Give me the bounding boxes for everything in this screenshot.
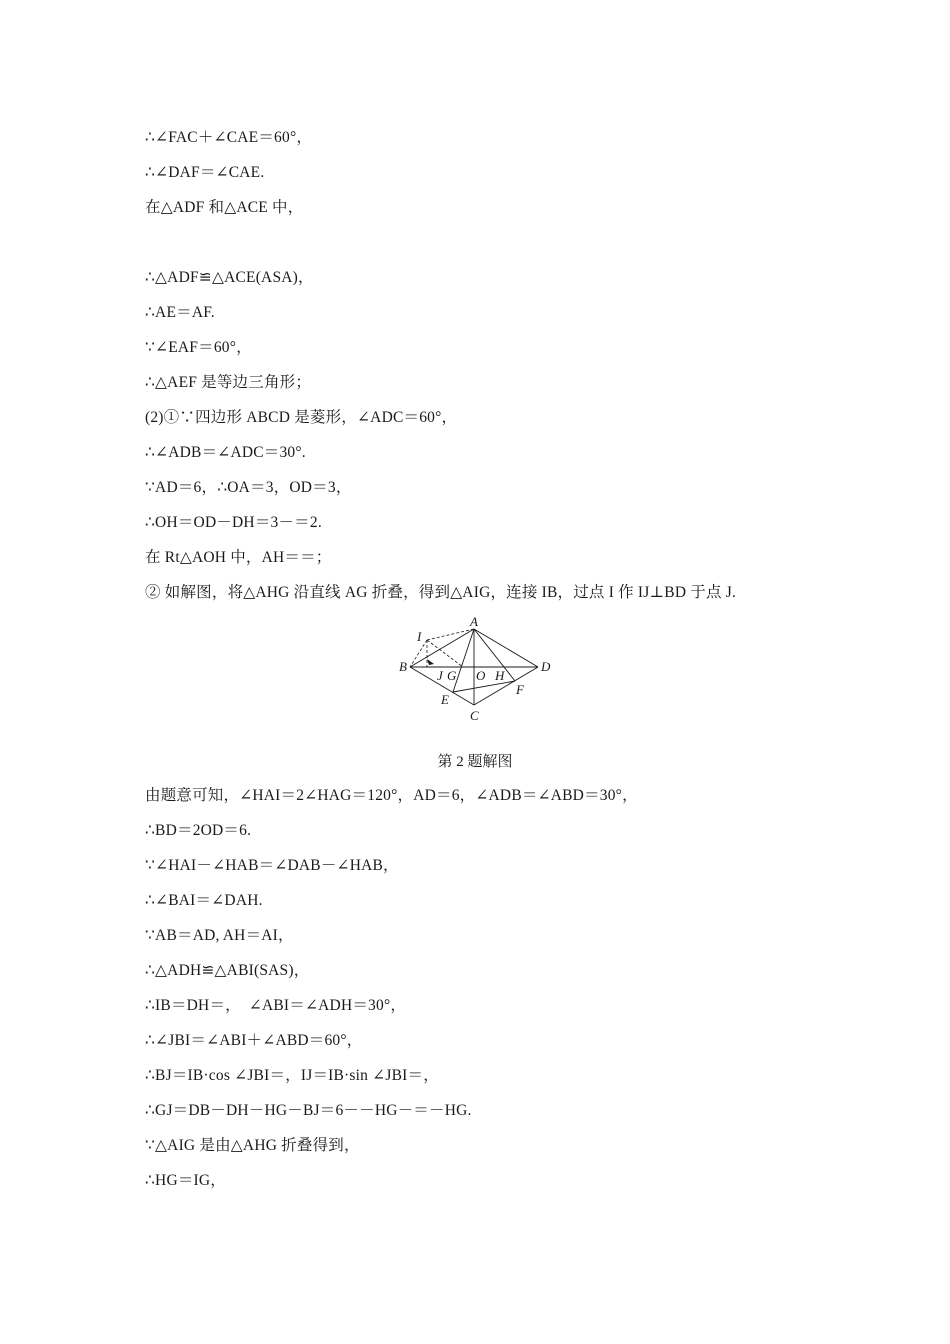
label-B: B (399, 659, 407, 674)
label-C: C (470, 708, 479, 723)
proof-line-24: ∵△AIG 是由△AHG 折叠得到， (145, 1137, 360, 1154)
label-H: H (495, 668, 505, 683)
proof-line-12: 在 Rt△AOH 中，AH＝＝； (145, 549, 332, 566)
proof-line-4: ∴△ADF≌△ACE(ASA)， (145, 269, 314, 286)
proof-line-17: ∴∠BAI＝∠DAH. (145, 892, 263, 909)
proof-line-25: ∴HG＝IG， (145, 1172, 227, 1189)
proof-line-22: ∴BJ＝IB·cos ∠JBI＝，IJ＝IB·sin ∠JBI＝， (145, 1067, 439, 1084)
proof-line-23: ∴GJ＝DB－DH－HG－BJ＝6－－HG－＝－HG. (145, 1102, 472, 1119)
proof-line-2: ∴∠DAF＝∠CAE. (145, 164, 265, 181)
proof-line-11: ∴OH＝OD－DH＝3－＝2. (145, 514, 322, 531)
proof-line-18: ∵AB＝AD, AH＝AI， (145, 927, 294, 944)
proof-line-14: 由题意可知，∠HAI＝2∠HAG＝120°，AD＝6，∠ADB＝∠ABD＝30°， (145, 787, 638, 804)
proof-line-6: ∵∠EAF＝60°， (145, 339, 252, 356)
proof-line-10: ∵AD＝6，∴OA＝3，OD＝3， (145, 479, 352, 496)
proof-line-20: ∴IB＝DH＝， ∠ABI＝∠ADH＝30°， (145, 997, 407, 1014)
proof-line-8: (2)①∵四边形 ABCD 是菱形，∠ADC＝60°， (145, 409, 458, 426)
label-O: O (476, 668, 486, 683)
label-A: A (470, 614, 478, 629)
proof-line-5: ∴AE＝AF. (145, 304, 215, 321)
arrow-mark (427, 659, 434, 665)
label-E: E (441, 692, 449, 707)
proof-line-16: ∵∠HAI－∠HAB＝∠DAB－∠HAB， (145, 857, 399, 874)
label-D: D (541, 659, 551, 674)
proof-line-13: ② 如解图，将△AHG 沿直线 AG 折叠，得到△AIG，连接 IB，过点 I 作 IJ⊥BD 于点 J. (145, 584, 737, 601)
rhombus-diagram (390, 610, 570, 730)
geometry-figure (390, 610, 570, 730)
label-I: I (417, 629, 422, 644)
label-F: F (516, 682, 524, 697)
proof-line-9: ∴∠ADB＝∠ADC＝30°. (145, 444, 306, 461)
proof-line-21: ∴∠JBI＝∠ABI＋∠ABD＝60°， (145, 1032, 363, 1049)
proof-line-7: ∴△AEF 是等边三角形； (145, 374, 312, 391)
proof-line-15: ∴BD＝2OD＝6. (145, 822, 252, 839)
label-J: J (437, 668, 443, 683)
figure-caption: 第 2 题解图 (437, 754, 513, 770)
proof-line-1: ∴∠FAC＋∠CAE＝60°， (145, 129, 313, 146)
proof-line-19: ∴△ADH≌△ABI(SAS)， (145, 962, 310, 979)
proof-line-3: 在△ADF 和△ACE 中， (145, 199, 304, 216)
label-G: G (447, 668, 457, 683)
